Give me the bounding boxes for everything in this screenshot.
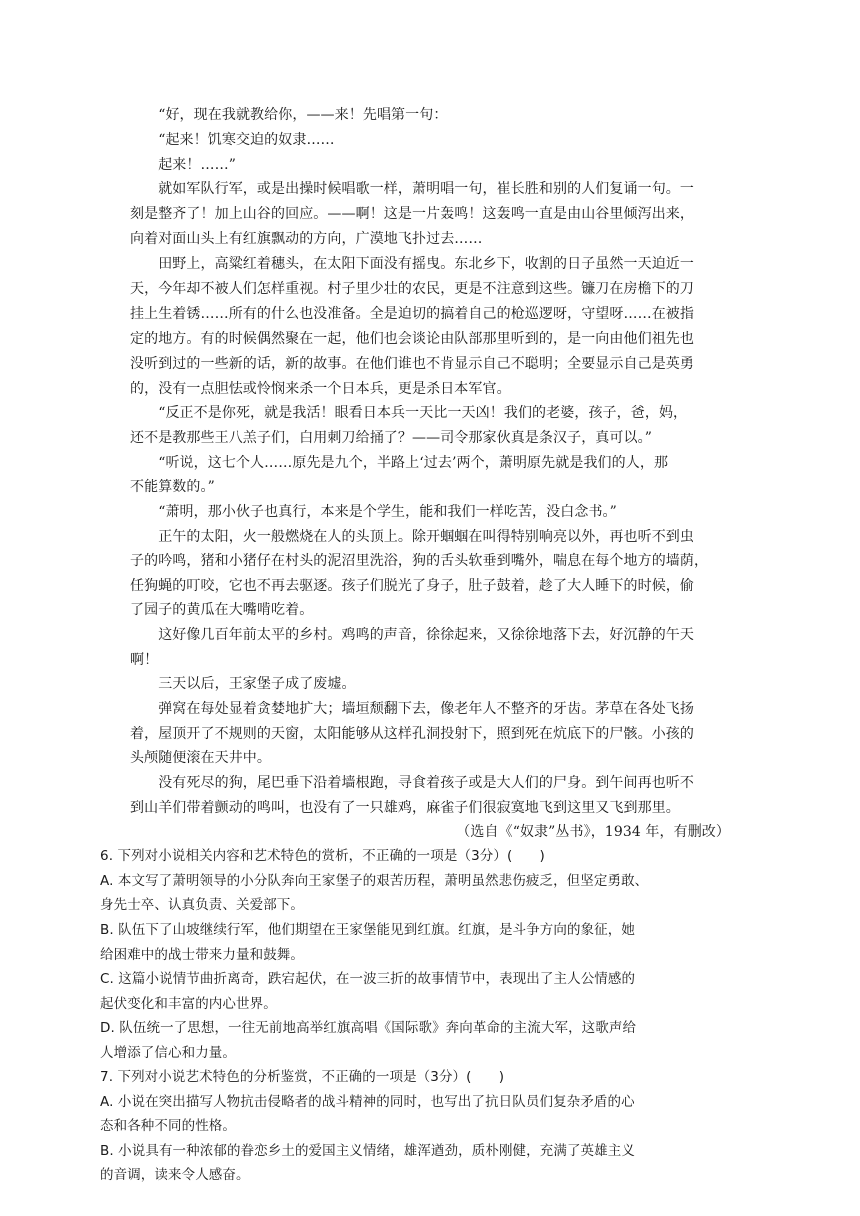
story-line: 就如军队行军，或是出操时候唱歌一样，萧明唱一句，崔长胜和别的人们复诵一句。一 (130, 181, 694, 197)
question-line: 给困难中的战士带来力量和鼓舞。 (100, 947, 304, 963)
question-line: 6. 下列对小说相关内容和艺术特色的赏析，不正确的一项是（3分）( ) (100, 848, 545, 864)
story-line: 天，今年却不被人们怎样重视。村子里少壮的农民，更是不注意到这些。镰刀在房檐下的刀 (130, 281, 694, 297)
story-line: 弹窝在每处显着贪婪地扩大；墙垣颓翻下去，像老年人不整齐的牙齿。茅草在各处飞扬 (130, 701, 694, 717)
story-line: “听说，这七个人……原先是九个，半路上‘过去’两个，萧明原先就是我们的人，那 (130, 455, 669, 471)
question-line: 人增添了信心和力量。 (100, 1045, 236, 1061)
story-line: 田野上，高粱红着穗头，在太阳下面没有摇曳。东北乡下，收割的日子虽然一天迫近一 (130, 256, 694, 272)
story-line: 没有死尽的狗，尾巴垂下沿着墙根跑，寻食着孩子或是大人们的尸身。到午间再也听不 (130, 775, 694, 791)
story-line: 子的吟鸣，猪和小猪仔在村头的泥沼里洗浴，狗的舌头软垂到嘴外，喘息在每个地方的墙荫， (130, 553, 709, 569)
story-line: 任狗蝇的叮咬，它也不再去驱逐。孩子们脱光了身子，肚子鼓着，趁了大人睡下的时候，偷 (130, 578, 694, 594)
story-line: 起来！……” (130, 157, 236, 173)
question-line: 7. 下列对小说艺术特色的分析鉴赏，不正确的一项是（3分）( ) (100, 1069, 505, 1085)
story-line: 了园子的黄瓜在大嘴啃吃着。 (130, 602, 314, 618)
story-line: 挂上生着锈……所有的什么也没准备。全是迫切的搞着自己的枪巡逻呀，守望呀……在被指 (130, 306, 694, 322)
story-line: 三天以后，王家堡子成了废墟。 (130, 676, 356, 692)
story-line: “好，现在我就教给你，——来！先唱第一句： (130, 107, 448, 123)
story-line: 这好像几百年前太平的乡村。鸡鸣的声音，徐徐起来，又徐徐地落下去，好沉静的午天 (130, 627, 694, 643)
question-line: 身先士卒、认真负责、关爱部下。 (100, 897, 304, 913)
question-line: 起伏变化和丰富的内心世界。 (100, 996, 277, 1012)
question-line: A. 小说在突出描写人物抗击侵略者的战斗精神的同时，也写出了抗日队员们复杂矛盾的心 (100, 1094, 635, 1110)
story-line: 头颅随便滚在天井中。 (130, 750, 271, 766)
question-line: B. 队伍下了山坡继续行军，他们期望在王家堡能见到红旗。红旗，是斗争方向的象征，她 (100, 922, 635, 938)
story-line: 向着对面山头上有红旗飘动的方向，广漠地飞扑过去…… (130, 231, 483, 247)
source-citation: （选自《“奴隶”丛书》，1934 年，有删改） (456, 824, 730, 840)
question-line: A. 本文写了萧明领导的小分队奔向王家堡子的艰苦历程，萧明虽然悲伤疲乏，但坚定勇敢、 (100, 873, 649, 889)
question-line: 的音调，读来令人感奋。 (100, 1167, 250, 1183)
story-line: “萧明，那小伙子也真行，本来是个学生，能和我们一样吃苦，没白念书。” (130, 504, 617, 520)
question-line: B. 小说具有一种浓郁的眷恋乡土的爱国主义情绪，雄浑遒劲，质朴刚健，充满了英雄主义 (100, 1143, 635, 1159)
story-line: 定的地方。有的时候偶然聚在一起，他们也会谈论由队部那里听到的，是一向由他们祖先也 (130, 331, 694, 347)
story-line: 刻是整齐了！加上山谷的回应。——啊！这是一片轰鸣！这轰鸣一直是由山谷里倾泻出来， (130, 206, 694, 222)
story-line: “反正不是你死，就是我活！眼看日本兵一天比一天凶！我们的老婆，孩子，爸，妈， (130, 405, 688, 421)
story-line: 到山羊们带着颤动的鸣叫，也没有了一只雄鸡，麻雀子们很寂寞地飞到这里又飞到那里。 (130, 800, 680, 816)
story-line: 啊！ (130, 652, 159, 668)
story-line: 没听到过的一些新的话，新的故事。在他们谁也不肯显示自己不聪明；全要显示自己是英勇 (130, 356, 694, 372)
question-line: 态和各种不同的性格。 (100, 1118, 236, 1134)
story-line: 的，没有一点胆怯或怜悯来杀一个日本兵，更是杀日本军官。 (130, 381, 511, 397)
story-line: 不能算数的。” (130, 479, 215, 495)
story-line: “起来！饥寒交迫的奴隶…… (130, 132, 335, 148)
story-line: 正午的太阳，火一般燃烧在人的头顶上。除开蝈蝈在叫得特别响亮以外，再也听不到虫 (130, 529, 694, 545)
question-line: C. 这篇小说情节曲折离奇，跌宕起伏，在一波三折的故事情节中，表现出了主人公情感的 (100, 971, 636, 987)
story-line: 着，屋顶开了不规则的天窗，太阳能够从这样孔洞投射下，照到死在炕底下的尸骸。小孩的 (130, 726, 694, 742)
story-line: 还不是教那些王八羔子们，白用刺刀给捅了？——司令那家伙真是条汉子，真可以。” (130, 430, 652, 446)
question-line: D. 队伍统一了思想，一往无前地高举红旗高唱《国际歌》奔向革命的主流大军，这歌声给 (100, 1020, 637, 1036)
